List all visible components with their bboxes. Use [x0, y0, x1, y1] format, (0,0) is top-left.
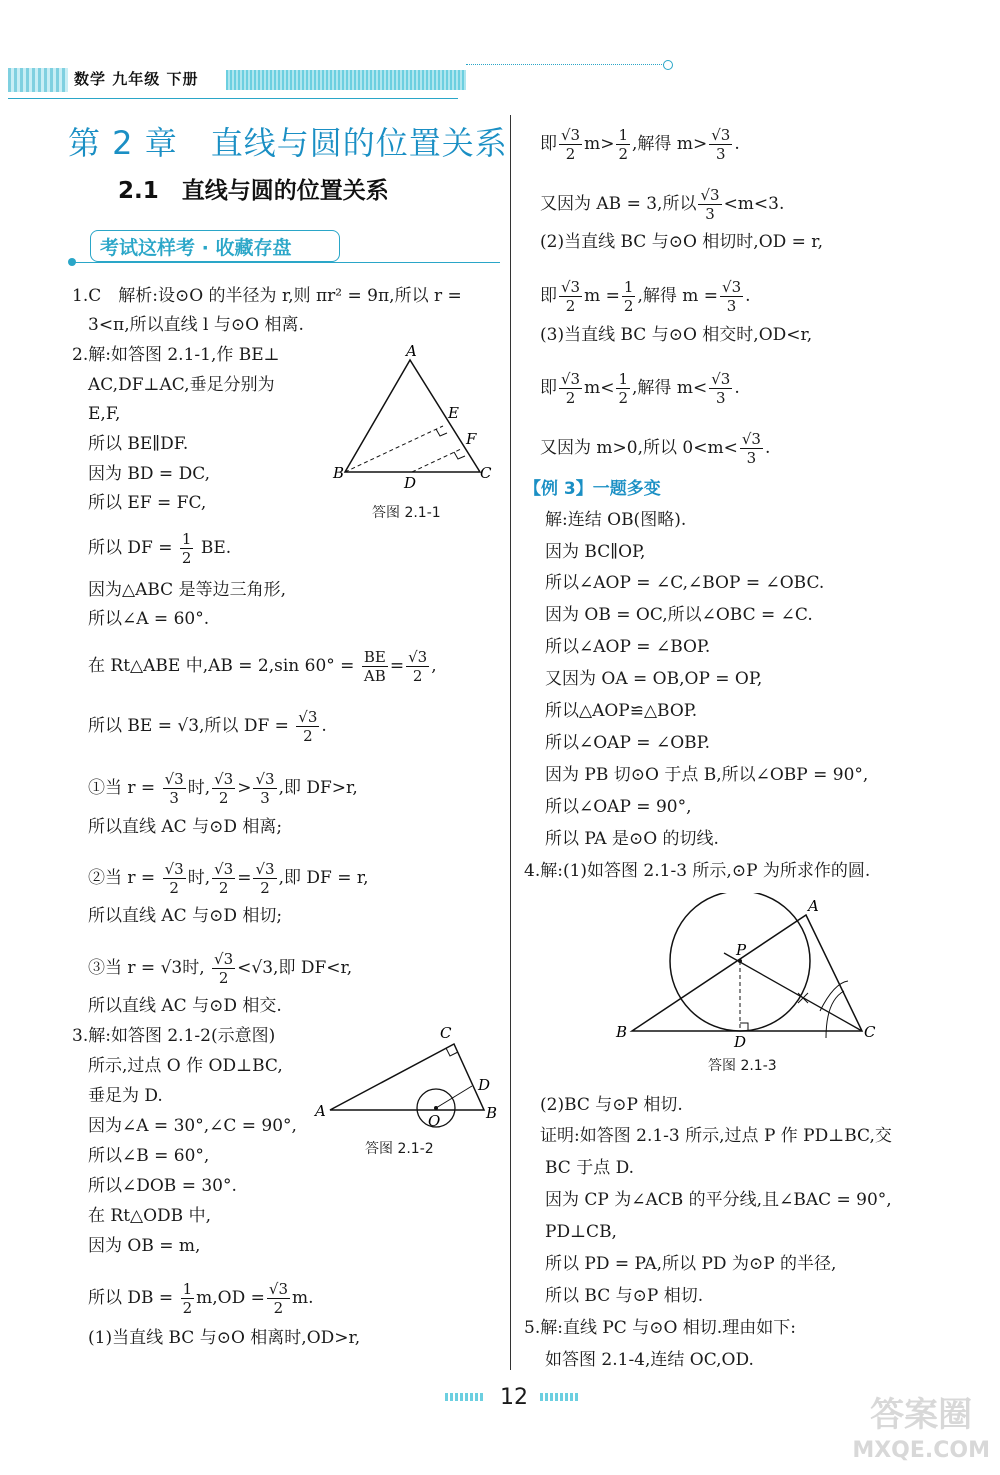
text-run: 即 — [540, 134, 557, 154]
fraction-num: √3 — [561, 126, 581, 144]
label-c: C — [480, 464, 492, 482]
label-c: C — [440, 1024, 452, 1042]
fraction — [709, 370, 732, 407]
fraction-num: 1 — [181, 530, 192, 548]
triangle-abc — [345, 360, 480, 472]
construction-arc — [820, 981, 848, 1011]
text-line: (3)当直线 BC 与⊙O 相交时,OD<r, — [540, 325, 813, 345]
text-run: 所以 BE = √3,所以 DF = — [88, 716, 289, 736]
text-line: 因为 OB = m, — [88, 1236, 201, 1256]
text-run: . — [734, 378, 740, 398]
fraction-num: √3 — [711, 126, 731, 144]
fraction-den: AB — [363, 667, 386, 685]
text-line: 解:连结 OB(图略). — [545, 510, 687, 530]
text-line: 所以∠B = 60°, — [88, 1146, 210, 1166]
fraction-den: 2 — [565, 145, 576, 163]
text-line — [88, 770, 358, 807]
text-line: BC 于点 D. — [545, 1158, 635, 1178]
text-run: m< — [584, 378, 615, 398]
figure-2-1-2 — [312, 1022, 508, 1130]
fraction-num: 1 — [618, 370, 629, 388]
text-line: E,F, — [88, 404, 121, 424]
page-number-decoration — [445, 1393, 485, 1401]
fraction-den: 2 — [618, 389, 629, 407]
banner-rule — [72, 262, 500, 263]
right-angle-mark — [454, 452, 465, 459]
text-line: 又因为 OA = OB,OP = OP, — [545, 669, 763, 689]
fraction-den: 2 — [565, 389, 576, 407]
fraction-num: √3 — [255, 860, 275, 878]
banner-text: 考试这样考 · 收藏存盘 — [100, 237, 292, 259]
text-line: (2)当直线 BC 与⊙O 相切时,OD = r, — [540, 232, 823, 252]
fraction — [616, 370, 630, 407]
fraction-num: √3 — [711, 370, 731, 388]
fraction-num: √3 — [722, 278, 742, 296]
text-line: 垂足为 D. — [88, 1086, 163, 1106]
fraction-den: 3 — [746, 449, 757, 467]
text-line: 因为△ABC 是等边三角形, — [88, 580, 286, 600]
text-line: 因为∠A = 30°,∠C = 90°, — [88, 1116, 297, 1136]
text-run: 在 Rt△ABE 中,AB = 2,sin 60° = — [88, 656, 355, 676]
text-run: 即 — [540, 286, 557, 306]
fraction-den: 3 — [726, 297, 737, 315]
label-f: F — [466, 430, 477, 448]
fraction — [212, 770, 235, 807]
text-line: 所以∠OAP = ∠OBP. — [545, 733, 711, 753]
text-line: 所以△AOP≌△BOP. — [545, 701, 698, 721]
text-line: 3.解:如答图 2.1-2(示意图) — [72, 1026, 276, 1046]
fraction-den: 2 — [565, 297, 576, 315]
text-run: <√3,即 DF<r, — [237, 958, 353, 978]
fraction-num: 1 — [182, 1280, 193, 1298]
text-run: . — [745, 286, 751, 306]
label-a: A — [406, 342, 417, 360]
fraction-den: 2 — [618, 145, 629, 163]
text-line: 3<π,所以直线 l 与⊙O 相离. — [88, 315, 304, 335]
fraction — [559, 370, 582, 407]
text-line: 所以 PA 是⊙O 的切线. — [545, 829, 719, 849]
label-b: B — [486, 1104, 498, 1122]
text-line — [88, 860, 369, 897]
fraction-num: √3 — [298, 708, 318, 726]
header-rule-dotted — [466, 64, 666, 65]
label-b: B — [333, 464, 345, 482]
label-a: A — [315, 1102, 326, 1120]
fraction — [163, 770, 186, 807]
fraction — [720, 278, 743, 315]
fraction — [296, 708, 319, 745]
text-line: 所以直线 AC 与⊙D 相离; — [88, 817, 283, 837]
text-run: ①当 r = — [88, 778, 156, 798]
text-line: 所以∠OAP = 90°, — [545, 797, 692, 817]
label-e: E — [448, 404, 459, 422]
text-line: 在 Rt△ABE 中,AB = 2,sin 60° = $\frac{BE}{AB}$ = $\frac{√3}{2}$ , — [88, 648, 437, 685]
fraction — [267, 1280, 290, 1317]
banner-dot — [68, 258, 76, 266]
column-divider — [510, 115, 511, 1370]
header-decoration — [8, 68, 68, 92]
center-p — [738, 959, 742, 963]
text-run: 所以 DB = — [88, 1288, 174, 1308]
watermark-logo — [852, 1397, 990, 1469]
fraction-num: √3 — [255, 770, 275, 788]
text-run: <m<3. — [723, 194, 785, 214]
text-line: PD⊥CB, — [545, 1222, 617, 1242]
page-header — [8, 62, 670, 102]
figure-2-1-1 — [330, 340, 505, 490]
text-run: 即 — [540, 378, 557, 398]
fraction-num: √3 — [164, 770, 184, 788]
fraction-num: √3 — [268, 1280, 288, 1298]
fraction-den: 2 — [169, 879, 179, 897]
label-b: B — [616, 1023, 628, 1041]
text-line — [88, 1280, 314, 1317]
text-line: 所示,过点 O 作 OD⊥BC, — [88, 1056, 283, 1076]
text-line: 2.解:如答图 2.1-1,作 BE⊥ — [72, 345, 280, 365]
watermark-text: 答案圈 — [870, 1395, 973, 1435]
fraction — [740, 430, 763, 467]
fraction — [362, 648, 388, 685]
text-line — [540, 126, 740, 163]
fraction-num: √3 — [561, 370, 581, 388]
fraction — [622, 278, 636, 315]
fraction-num: BE — [363, 648, 386, 666]
fraction-den: 2 — [218, 879, 229, 897]
text-run: ,即 DF>r, — [278, 778, 358, 798]
text-line: AC,DF⊥AC,垂足分别为 — [88, 375, 275, 395]
text-run: ,解得 m< — [632, 378, 708, 398]
text-line — [540, 370, 740, 407]
segment-be — [345, 426, 443, 472]
center-o — [434, 1106, 438, 1110]
text-line: 所以直线 AC 与⊙D 相交. — [88, 996, 282, 1016]
text-line — [540, 186, 784, 223]
fraction — [559, 126, 582, 163]
text-run: > — [237, 778, 252, 798]
text-line: 5.解:直线 PC 与⊙O 相切.理由如下: — [524, 1318, 796, 1338]
fraction-den: 3 — [169, 789, 179, 807]
fraction-den: 3 — [715, 145, 726, 163]
fraction-den: 2 — [182, 1299, 193, 1317]
fraction-num: 1 — [623, 278, 634, 296]
text-run: . — [734, 134, 740, 154]
fraction — [253, 770, 276, 807]
fraction — [163, 860, 186, 897]
page-number-decoration — [540, 1393, 580, 1401]
text-run: 所以 DF = — [88, 538, 173, 558]
fraction — [559, 278, 582, 315]
segment-df — [412, 449, 461, 472]
fraction — [406, 648, 429, 685]
fraction-num: √3 — [561, 278, 581, 296]
figure-caption: 答图 2.1-3 — [708, 1058, 777, 1074]
fraction — [698, 186, 721, 223]
fraction-den: 3 — [715, 389, 726, 407]
text-line — [540, 430, 770, 467]
watermark-url: MXQE.COM — [852, 1438, 990, 1463]
fraction-num: √3 — [164, 860, 184, 878]
text-run: ②当 r = — [88, 868, 156, 888]
label-c: C — [864, 1023, 876, 1041]
fraction — [180, 530, 194, 567]
fraction-den: 2 — [303, 727, 313, 745]
text-run: 又因为 m>0,所以 0<m< — [540, 438, 738, 458]
text-line: 所以 EF = FC, — [88, 493, 207, 513]
fraction-den: 2 — [623, 297, 634, 315]
page-number: 12 — [500, 1385, 528, 1410]
label-d: D — [478, 1076, 491, 1094]
triangle-acb — [330, 1044, 484, 1110]
text-line: 因为 OB = OC,所以∠OBC = ∠C. — [545, 605, 813, 625]
text-line: (2)BC 与⊙P 相切. — [540, 1095, 683, 1115]
label-a: A — [808, 897, 819, 915]
label-d: D — [404, 474, 417, 490]
text-line: 所以∠AOP = ∠BOP. — [545, 637, 711, 657]
text-run: BE. — [200, 538, 232, 558]
text-line: 在 Rt△ODB 中, — [88, 1206, 211, 1226]
text-run: 时, — [187, 778, 211, 798]
fraction — [253, 860, 276, 897]
fraction-den: 2 — [218, 789, 229, 807]
right-angle-mark — [740, 1023, 748, 1031]
label-d: D — [734, 1033, 747, 1049]
text-run: = — [237, 868, 252, 888]
fraction — [212, 950, 235, 987]
book-title: 数学 九年级 下册 — [74, 70, 199, 88]
text-line: 因为 BC∥OP, — [545, 542, 646, 562]
fraction-den: 2 — [260, 879, 270, 897]
text-run: m,OD = — [196, 1288, 265, 1308]
text-run: ,解得 m> — [632, 134, 708, 154]
right-angle-mark — [436, 429, 447, 436]
text-line: 所以 BC 与⊙P 相切. — [545, 1286, 704, 1306]
text-line: 证明:如答图 2.1-3 所示,过点 P 作 PD⊥BC,交 — [540, 1126, 892, 1146]
label-o: O — [428, 1112, 441, 1130]
text-run: m. — [292, 1288, 314, 1308]
text-line: 4.解:(1)如答图 2.1-3 所示,⊙P 为所求作的圆. — [524, 861, 871, 881]
fraction-den: 3 — [260, 789, 270, 807]
text-line — [88, 950, 352, 987]
text-run: ,即 DF = r, — [278, 868, 369, 888]
label-p: P — [736, 941, 747, 959]
fraction — [616, 126, 630, 163]
fraction-den: 3 — [705, 205, 715, 223]
text-run: 时, — [187, 868, 211, 888]
fraction-num: √3 — [214, 860, 234, 878]
text-line: 所以直线 AC 与⊙D 相切; — [88, 906, 283, 926]
text-run: ③当 r = √3时, — [88, 958, 205, 978]
fraction-num: √3 — [214, 950, 234, 968]
fraction-num: √3 — [741, 430, 761, 448]
section-title: 2.1 直线与圆的位置关系 — [118, 178, 389, 204]
text-line: 所以∠DOB = 30°. — [88, 1176, 237, 1196]
text-line: 因为 BD = DC, — [88, 464, 211, 484]
figure-caption: 答图 2.1-1 — [372, 505, 441, 521]
text-line — [540, 278, 751, 315]
text-line: 因为 PB 切⊙O 于点 B,所以∠OBP = 90°, — [545, 765, 869, 785]
example-heading: 【例 3】一题多变 — [524, 479, 661, 499]
text-line — [88, 530, 231, 567]
fraction-den: 2 — [412, 667, 423, 685]
header-bar — [226, 70, 466, 90]
text-line: (1)当直线 BC 与⊙O 相离时,OD>r, — [88, 1328, 361, 1348]
text-run: m = — [584, 286, 620, 306]
fraction — [709, 126, 732, 163]
fraction-num: √3 — [408, 648, 428, 666]
fraction-num: 1 — [618, 126, 629, 144]
text-line: 所以 BE = √3,所以 DF = $\frac{√3}{2}$ . — [88, 708, 327, 745]
text-run: 又因为 AB = 3,所以 — [540, 194, 697, 214]
text-line: 因为 CP 为∠ACB 的平分线,且∠BAC = 90°, — [545, 1190, 892, 1210]
figure-caption: 答图 2.1-2 — [365, 1141, 434, 1157]
figure-2-1-3 — [612, 893, 882, 1049]
section-banner — [72, 230, 500, 266]
text-line: 所以∠AOP = ∠C,∠BOP = ∠OBC. — [545, 573, 825, 593]
text-run: . — [764, 438, 771, 458]
text-line: 1.C 解析:设⊙O 的半径为 r,则 πr² = 9π,所以 r = — [72, 286, 462, 306]
text-run: ,解得 m = — [637, 286, 719, 306]
text-line: 所以∠A = 60°. — [88, 609, 210, 629]
text-line: 所以 PD = PA,所以 PD 为⊙P 的半径, — [545, 1254, 837, 1274]
text-run: m> — [584, 134, 615, 154]
header-rule — [8, 98, 458, 99]
fraction-num: √3 — [214, 770, 234, 788]
chapter-title: 第 2 章 直线与圆的位置关系 — [68, 124, 508, 162]
fraction — [181, 1280, 195, 1317]
fraction — [212, 860, 235, 897]
fraction-num: √3 — [700, 186, 720, 204]
text-line: 所以 BE∥DF. — [88, 434, 189, 454]
triangle-bac — [632, 915, 862, 1031]
fraction-den: 2 — [273, 1299, 284, 1317]
angle-bisector-cp — [724, 953, 862, 1031]
fraction-den: 2 — [218, 969, 229, 987]
text-line: 如答图 2.1-4,连结 OC,OD. — [545, 1350, 754, 1370]
header-dot — [663, 60, 673, 70]
fraction-den: 2 — [181, 549, 192, 567]
